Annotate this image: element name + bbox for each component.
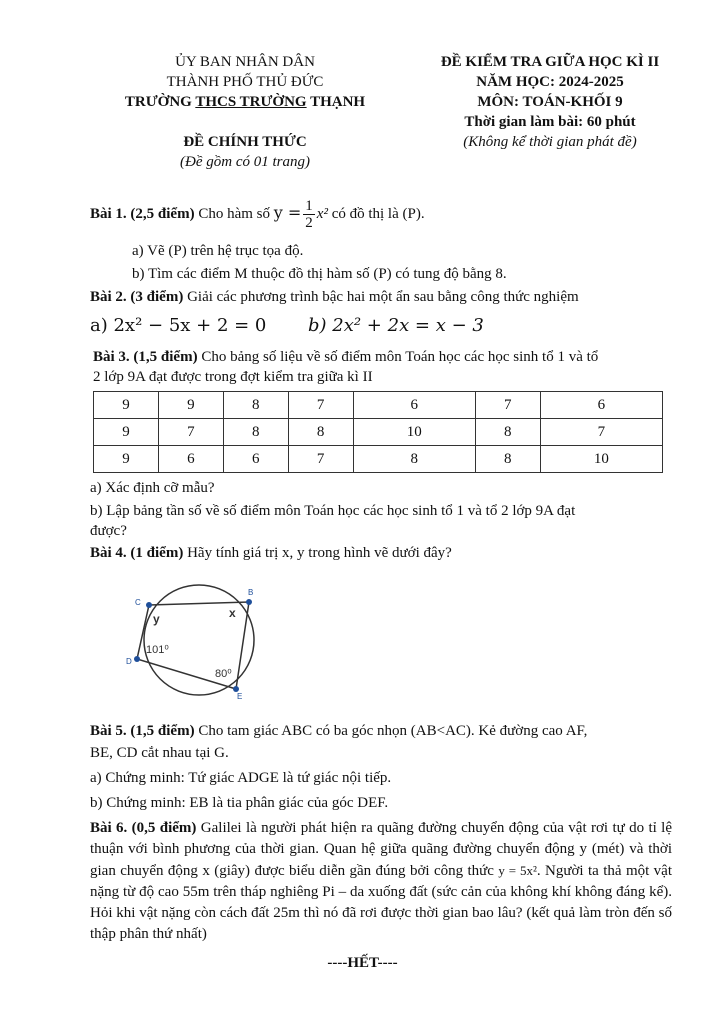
label-e: E	[237, 692, 243, 701]
bai4-statement: Bài 4. (1 điểm) Hãy tính giá trị x, y trong hình vẽ dưới đây?	[90, 545, 452, 561]
label-b: B	[248, 588, 254, 597]
exam-title: ĐỀ KIỂM TRA GIỮA HỌC KÌ II	[440, 54, 660, 70]
duration: Thời gian làm bài: 60 phút	[464, 114, 636, 130]
school-year: NĂM HỌC: 2024-2025	[476, 74, 624, 90]
bai5-statement-line1: Bài 5. (1,5 điểm) Cho tam giác ABC có ba góc nhọn (AB<AC). Kẻ đường cao AF,	[90, 723, 588, 739]
bai5-statement-line2: BE, CD cắt nhau tại G.	[90, 745, 229, 761]
bai1-part-b: b) Tìm các điểm M thuộc đồ thị hàm số (P) có tung độ bằng 8.	[132, 266, 507, 282]
bai3-statement-line1: Bài 3. (1,5 điểm) Cho bảng số liệu về số điểm môn Toán học các học sinh tổ 1 và tổ	[93, 349, 599, 365]
duration-note: (Không kể thời gian phát đề)	[463, 134, 637, 150]
bai3-statement-line2: 2 lớp 9A đạt được trong đợt kiểm tra giữa kì II	[93, 369, 373, 385]
bai2-equation-a: a) 2x² − 5x + 2 = 0	[90, 315, 267, 336]
table-row	[94, 419, 663, 446]
table-cell: 6	[353, 392, 475, 419]
header-committee: ỦY BAN NHÂN DÂN	[175, 54, 315, 70]
table-cell: 7	[540, 419, 662, 446]
point-d	[134, 656, 140, 662]
end-marker: ----HẾT----	[327, 955, 398, 971]
label-c: C	[135, 598, 141, 607]
bai2-equation-b: b) 2x² + 2x = x − 3	[308, 315, 484, 336]
point-b	[246, 599, 252, 605]
label-x: x	[229, 606, 236, 620]
label-y: y	[153, 612, 160, 626]
bai1-part-a: a) Vẽ (P) trên hệ trục tọa độ.	[132, 243, 304, 259]
point-c	[146, 602, 152, 608]
header-left	[80, 52, 410, 172]
table-cell: 7	[288, 392, 353, 419]
table-cell: 7	[158, 419, 223, 446]
table-cell: 9	[94, 419, 159, 446]
official-label: ĐỀ CHÍNH THỨC	[183, 134, 307, 150]
table-cell: 8	[223, 419, 288, 446]
table-cell: 9	[158, 392, 223, 419]
table-cell: 6	[223, 446, 288, 473]
bai6-paragraph: Bài 6. (0,5 điểm) Galilei là người phát hiện ra quãng đường chuyển động của vật rơi tự do tỉ lệ thuận với bình phương của thời gian. Quan hệ giữa quãng đường chuyển động y (mét) và thời gian chuyển động x (giây) được biểu diễn gần đúng bởi công thức y = 5x². Người ta thả một vật nặng từ độ cao 55m trên tháp nghiêng Pi – da xuống đất (sức cản của không khí không đáng kể). Hỏi khi vật nặng còn cách đất 25m thì nó đã rơi được thời gian bao lâu? (kết quả làm tròn đến số thập phân thứ nhất)	[90, 820, 673, 942]
angle-d-label: 101⁰	[146, 644, 169, 656]
table-cell: 8	[475, 419, 540, 446]
table-cell: 6	[158, 446, 223, 473]
table-cell: 9	[94, 392, 159, 419]
header-city: THÀNH PHỐ THỦ ĐỨC	[166, 74, 324, 90]
bai3-part-a: a) Xác định cỡ mẫu?	[90, 480, 215, 496]
table-cell: 8	[353, 446, 475, 473]
bai6-formula: y = 5x²	[498, 863, 537, 878]
table-cell: 8	[475, 446, 540, 473]
bai3-part-b-line1: b) Lập bảng tần số về số điểm môn Toán học các học sinh tổ 1 và tổ 2 lớp 9A đạt	[90, 503, 576, 519]
table-row	[94, 392, 663, 419]
page-count-note: (Đề gồm có 01 trang)	[180, 154, 310, 170]
table-row	[94, 446, 663, 473]
header-school: TRƯỜNG THCS TRƯỜNG THẠNH	[124, 94, 366, 110]
table-cell: 7	[288, 446, 353, 473]
table-cell: 6	[540, 392, 662, 419]
header-right	[395, 52, 705, 152]
label-d: D	[126, 657, 132, 666]
table-cell: 8	[223, 392, 288, 419]
bai5-part-b: b) Chứng minh: EB là tia phân giác của góc DEF.	[90, 795, 389, 811]
bai5-part-a: a) Chứng minh: Tứ giác ADGE là tứ giác nội tiếp.	[90, 770, 392, 786]
inscribed-quadrilateral-figure	[125, 583, 275, 703]
bai2-statement: Bài 2. (3 điểm) Giải các phương trình bậc hai một ẩn sau bằng công thức nghiệm	[90, 289, 579, 305]
angle-e-label: 80⁰	[215, 668, 232, 680]
fraction-one-half: $\frac{1}{2}$	[305, 198, 313, 231]
table-cell: 8	[288, 419, 353, 446]
bai3-part-b-line2: được?	[90, 523, 127, 539]
table-cell: 10	[353, 419, 475, 446]
table-cell: 7	[475, 392, 540, 419]
table-cell: 10	[540, 446, 662, 473]
scores-table	[93, 391, 663, 473]
bai1-statement: Bài 1. (2,5 điểm) Cho hàm số y = $\frac{1}{2}$ x² có đồ thị là (P).	[90, 198, 425, 231]
table-cell: 9	[94, 446, 159, 473]
subject: MÔN: TOÁN-KHỐI 9	[477, 94, 623, 110]
